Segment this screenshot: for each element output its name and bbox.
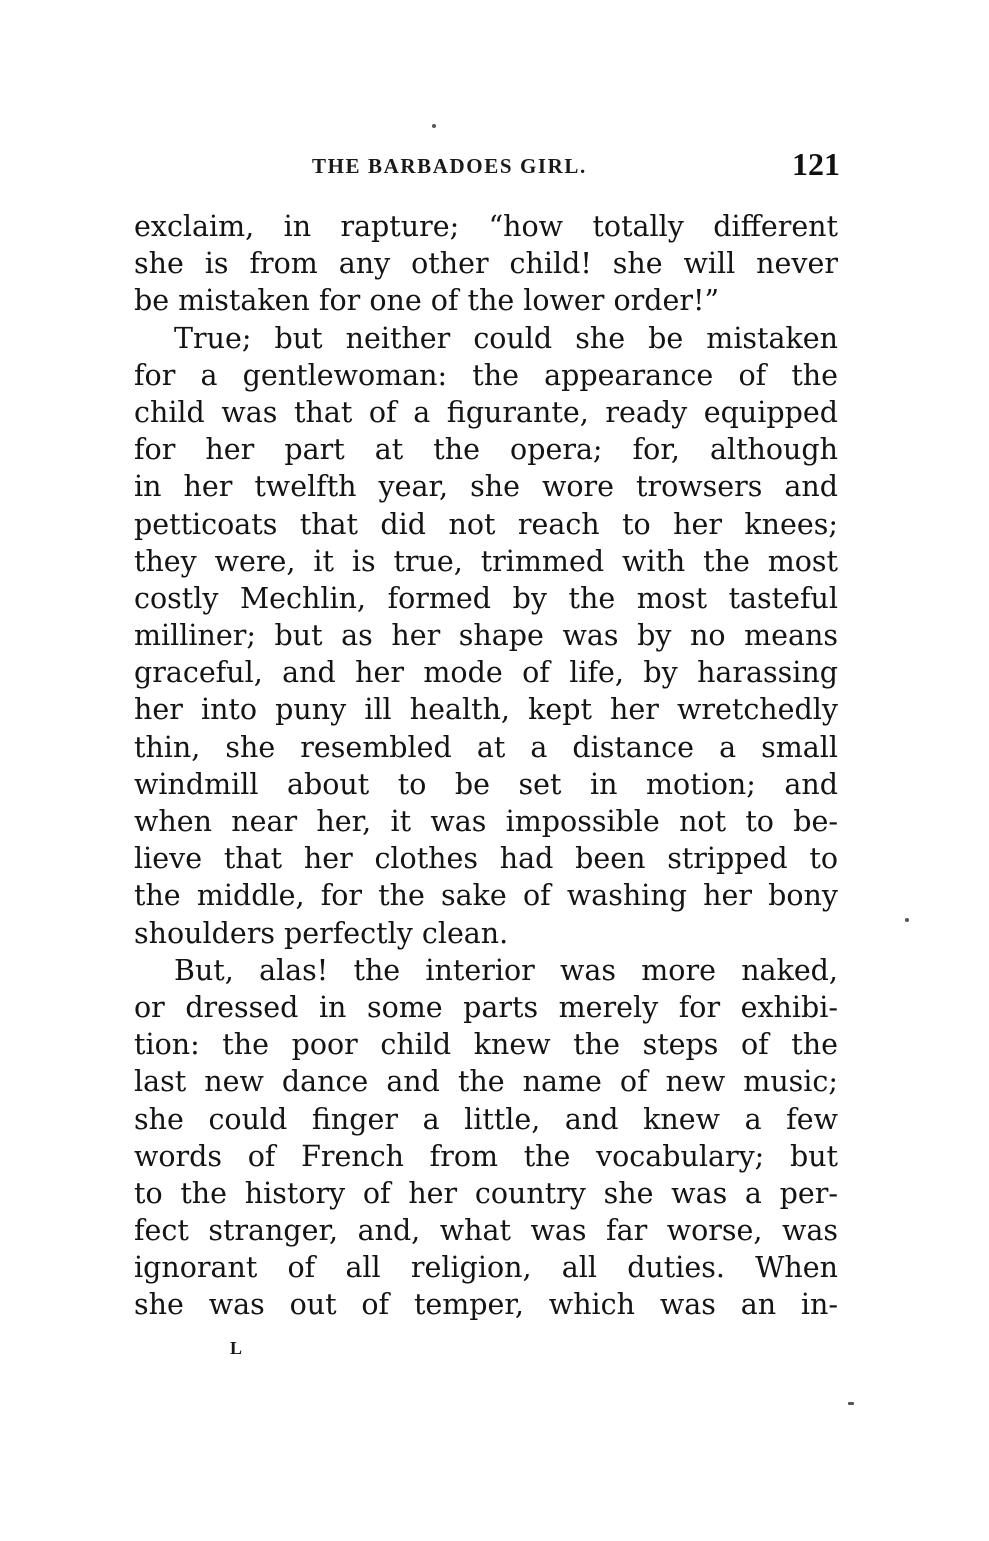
text-line: tion: the poor child knew the steps of the — [134, 1028, 838, 1062]
text-line: last new dance and the name of new music; — [134, 1065, 838, 1099]
text-line: True; but neither could she be mistaken — [174, 321, 838, 355]
text-line: exclaim, in rapture; “how totally different — [134, 210, 838, 243]
text-line: they were, it is true, trimmed with the most — [134, 544, 838, 578]
text-line: words of French from the vocabulary; but — [134, 1139, 838, 1173]
text-line: she could finger a little, and knew a few — [134, 1102, 838, 1136]
running-head — [312, 146, 840, 186]
text-line: thin, she resembled at a distance a small — [134, 730, 838, 764]
text-line: for a gentlewoman: the appearance of the — [134, 358, 838, 392]
text-line: for her part at the opera; for, although — [134, 433, 838, 467]
scan-speck — [848, 1402, 854, 1405]
text-line: fect stranger, and, what was far worse, was — [134, 1214, 838, 1248]
text-line: milliner; but as her shape was by no means — [134, 619, 838, 653]
scan-speck — [905, 918, 909, 922]
text-line: costly Mechlin, formed by the most tasteful — [134, 581, 838, 615]
running-title: THE BARBADOES GIRL. — [312, 154, 587, 178]
text-line: she was out of temper, which was an in- — [134, 1288, 838, 1322]
signature-mark: L — [230, 1338, 243, 1358]
scan-speck — [432, 124, 436, 128]
text-line: to the history of her country she was a per- — [134, 1176, 838, 1210]
text-line: child was that of a figurante, ready equipped — [134, 395, 838, 429]
text-line: when near her, it was impossible not to be- — [134, 805, 838, 838]
text-line: in her twelfth year, she wore trowsers and — [134, 470, 838, 504]
paragraph — [134, 320, 838, 952]
text-line: the middle, for the sake of washing her bony — [134, 879, 838, 913]
paragraph — [134, 952, 838, 1324]
text-line: graceful, and her mode of life, by harassing — [134, 656, 838, 690]
text-line: lieve that her clothes had been stripped to — [134, 842, 838, 876]
text-line: or dressed in some parts merely for exhibi- — [134, 990, 838, 1024]
text-line: But, alas! the interior was more naked, — [174, 953, 838, 987]
text-line: shoulders perfectly clean. — [134, 916, 509, 950]
text-line: ignorant of all religion, all duties. When — [134, 1251, 838, 1285]
text-line: windmill about to be set in motion; and — [134, 767, 838, 801]
text-line: she is from any other child! she will never — [134, 247, 838, 281]
body-text — [134, 208, 838, 1324]
text-line: her into puny ill health, kept her wretchedly — [134, 693, 838, 727]
paragraph — [134, 208, 838, 320]
text-line: petticoats that did not reach to her knees; — [134, 507, 838, 541]
page-number: 121 — [792, 146, 840, 182]
text-line: be mistaken for one of the lower order!” — [134, 284, 720, 318]
